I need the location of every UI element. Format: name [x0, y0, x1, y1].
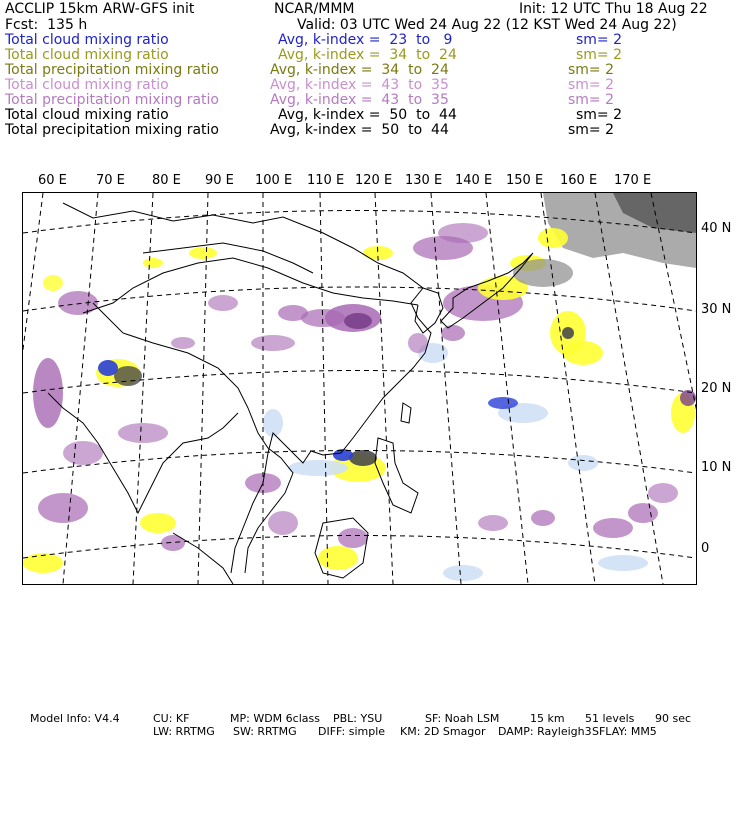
map-canvas	[23, 193, 696, 584]
longitude-label: 150 E	[506, 173, 544, 188]
legend-row	[0, 108, 740, 123]
surface-layer-option: SFLAY: MM5	[592, 725, 657, 738]
cloud-blob	[408, 333, 428, 353]
cloud-blob	[628, 503, 658, 523]
time-step: 90 sec	[655, 712, 692, 725]
cloud-blob	[598, 555, 648, 571]
cloud-blob	[338, 528, 368, 548]
shortwave-scheme: SW: RRTMG	[233, 725, 297, 738]
legend-field-name: Total precipitation mixing ratio	[5, 62, 219, 78]
longwave-scheme: LW: RRTMG	[153, 725, 215, 738]
cloud-blob	[189, 247, 217, 259]
surface-scheme: SF: Noah LSM	[425, 712, 500, 725]
cloud-blob	[43, 275, 63, 291]
cloud-blob	[208, 295, 238, 311]
latitude-label: 20 N	[701, 381, 732, 396]
legend-kindex-range: Avg, k-index = 23 to 9	[278, 32, 453, 48]
cloud-blob	[538, 228, 568, 248]
cloud-blob	[58, 291, 98, 315]
legend-field-name: Total cloud mixing ratio	[5, 32, 169, 48]
forecast-hour: Fcst: 135 h	[5, 17, 88, 33]
longitude-label: 60 E	[38, 173, 67, 188]
model-version: Model Info: V4.4	[30, 712, 120, 725]
china-border	[83, 258, 418, 313]
longitude-label: 90 E	[205, 173, 234, 188]
damping-option: DAMP: Rayleigh3	[498, 725, 592, 738]
legend-field-name: Total cloud mixing ratio	[5, 47, 169, 63]
legend-smoothing: sm= 2	[568, 77, 615, 93]
init-time: Init: 12 UTC Thu 18 Aug 22	[519, 1, 708, 17]
legend-kindex-range: Avg, k-index = 43 to 35	[270, 77, 449, 93]
cumulus-scheme: CU: KF	[153, 712, 190, 725]
cloud-blob	[268, 511, 298, 535]
cloud-blob	[349, 450, 377, 466]
cloud-blob	[278, 305, 308, 321]
cloud-blob	[114, 366, 142, 386]
mongolia-border	[143, 243, 313, 273]
longitude-label: 120 E	[355, 173, 393, 188]
cloud-blob	[648, 483, 678, 503]
valid-time: Valid: 03 UTC Wed 24 Aug 22 (12 KST Wed 24 Aug 22)	[297, 17, 677, 33]
legend-field-name: Total precipitation mixing ratio	[5, 92, 219, 108]
legend-smoothing: sm= 2	[568, 92, 615, 108]
cloud-blob	[563, 341, 603, 365]
cloud-blob	[443, 565, 483, 581]
cloud-blob	[140, 513, 176, 533]
legend-field-name: Total precipitation mixing ratio	[5, 122, 219, 138]
cloud-blob	[38, 493, 88, 523]
forecast-map	[22, 192, 697, 585]
vertical-levels: 51 levels	[585, 712, 635, 725]
legend-row	[0, 63, 740, 78]
legend-kindex-range: Avg, k-index = 50 to 44	[270, 122, 449, 138]
longitude-label: 110 E	[307, 173, 345, 188]
cloud-blob	[251, 335, 295, 351]
cloud-blob	[318, 546, 358, 570]
longitude-label: 140 E	[455, 173, 493, 188]
longitude-label: 100 E	[255, 173, 293, 188]
cloud-field-layer	[23, 193, 696, 581]
latitude-label: 10 N	[701, 460, 732, 475]
legend-kindex-range: Avg, k-index = 50 to 44	[278, 107, 457, 123]
cloud-blob	[478, 515, 508, 531]
km-option: KM: 2D Smagor	[400, 725, 486, 738]
legend-row	[0, 123, 740, 138]
legend-row	[0, 93, 740, 108]
legend-smoothing: sm= 2	[568, 62, 615, 78]
legend-kindex-range: Avg, k-index = 34 to 24	[278, 47, 457, 63]
longitude-label: 170 E	[614, 173, 652, 188]
cloud-blob	[438, 223, 488, 243]
model-title: ACCLIP 15km ARW-GFS init	[5, 1, 195, 17]
legend-kindex-range: Avg, k-index = 43 to 35	[270, 92, 449, 108]
legend-smoothing: sm= 2	[576, 47, 623, 63]
legend-smoothing: sm= 2	[568, 122, 615, 138]
latitude-label: 40 N	[701, 221, 732, 236]
cloud-blob	[531, 510, 555, 526]
legend-row	[0, 78, 740, 93]
cloud-blob	[568, 455, 598, 471]
cloud-blob	[143, 258, 163, 268]
cloud-blob	[488, 397, 518, 409]
legend-row	[0, 48, 740, 63]
cloud-blob	[593, 518, 633, 538]
cloud-blob	[441, 325, 465, 341]
legend-smoothing: sm= 2	[576, 32, 623, 48]
lon-line-110e	[320, 193, 328, 584]
longitude-label: 80 E	[152, 173, 181, 188]
cloud-blob	[344, 313, 372, 329]
cloud-blob	[23, 553, 63, 573]
latitude-label: 30 N	[701, 302, 732, 317]
longitude-label: 160 E	[560, 173, 598, 188]
legend-kindex-range: Avg, k-index = 34 to 24	[270, 62, 449, 78]
cloud-blob	[161, 535, 185, 551]
longitude-label: 130 E	[405, 173, 443, 188]
latitude-label: 0	[701, 541, 710, 556]
cloud-blob	[118, 423, 168, 443]
legend-row	[0, 33, 740, 48]
legend-smoothing: sm= 2	[576, 107, 623, 123]
longitude-label: 70 E	[96, 173, 125, 188]
cloud-blob	[63, 441, 103, 465]
institution-label: NCAR/MMM	[274, 1, 355, 17]
himalaya-border	[93, 303, 248, 408]
pbl-scheme: PBL: YSU	[333, 712, 383, 725]
lon-line-70e	[63, 193, 98, 584]
diffusion-option: DIFF: simple	[318, 725, 386, 738]
model-info-line-2	[0, 725, 740, 816]
cloud-blob	[288, 460, 348, 476]
microphysics-scheme: MP: WDM 6class	[230, 712, 320, 725]
cloud-blob	[98, 360, 118, 376]
grid-spacing: 15 km	[530, 712, 565, 725]
legend-field-name: Total cloud mixing ratio	[5, 77, 169, 93]
legend-field-name: Total cloud mixing ratio	[5, 107, 169, 123]
cloud-blob	[171, 337, 195, 349]
cloud-blob	[562, 327, 574, 339]
taiwan-outline	[401, 403, 411, 423]
